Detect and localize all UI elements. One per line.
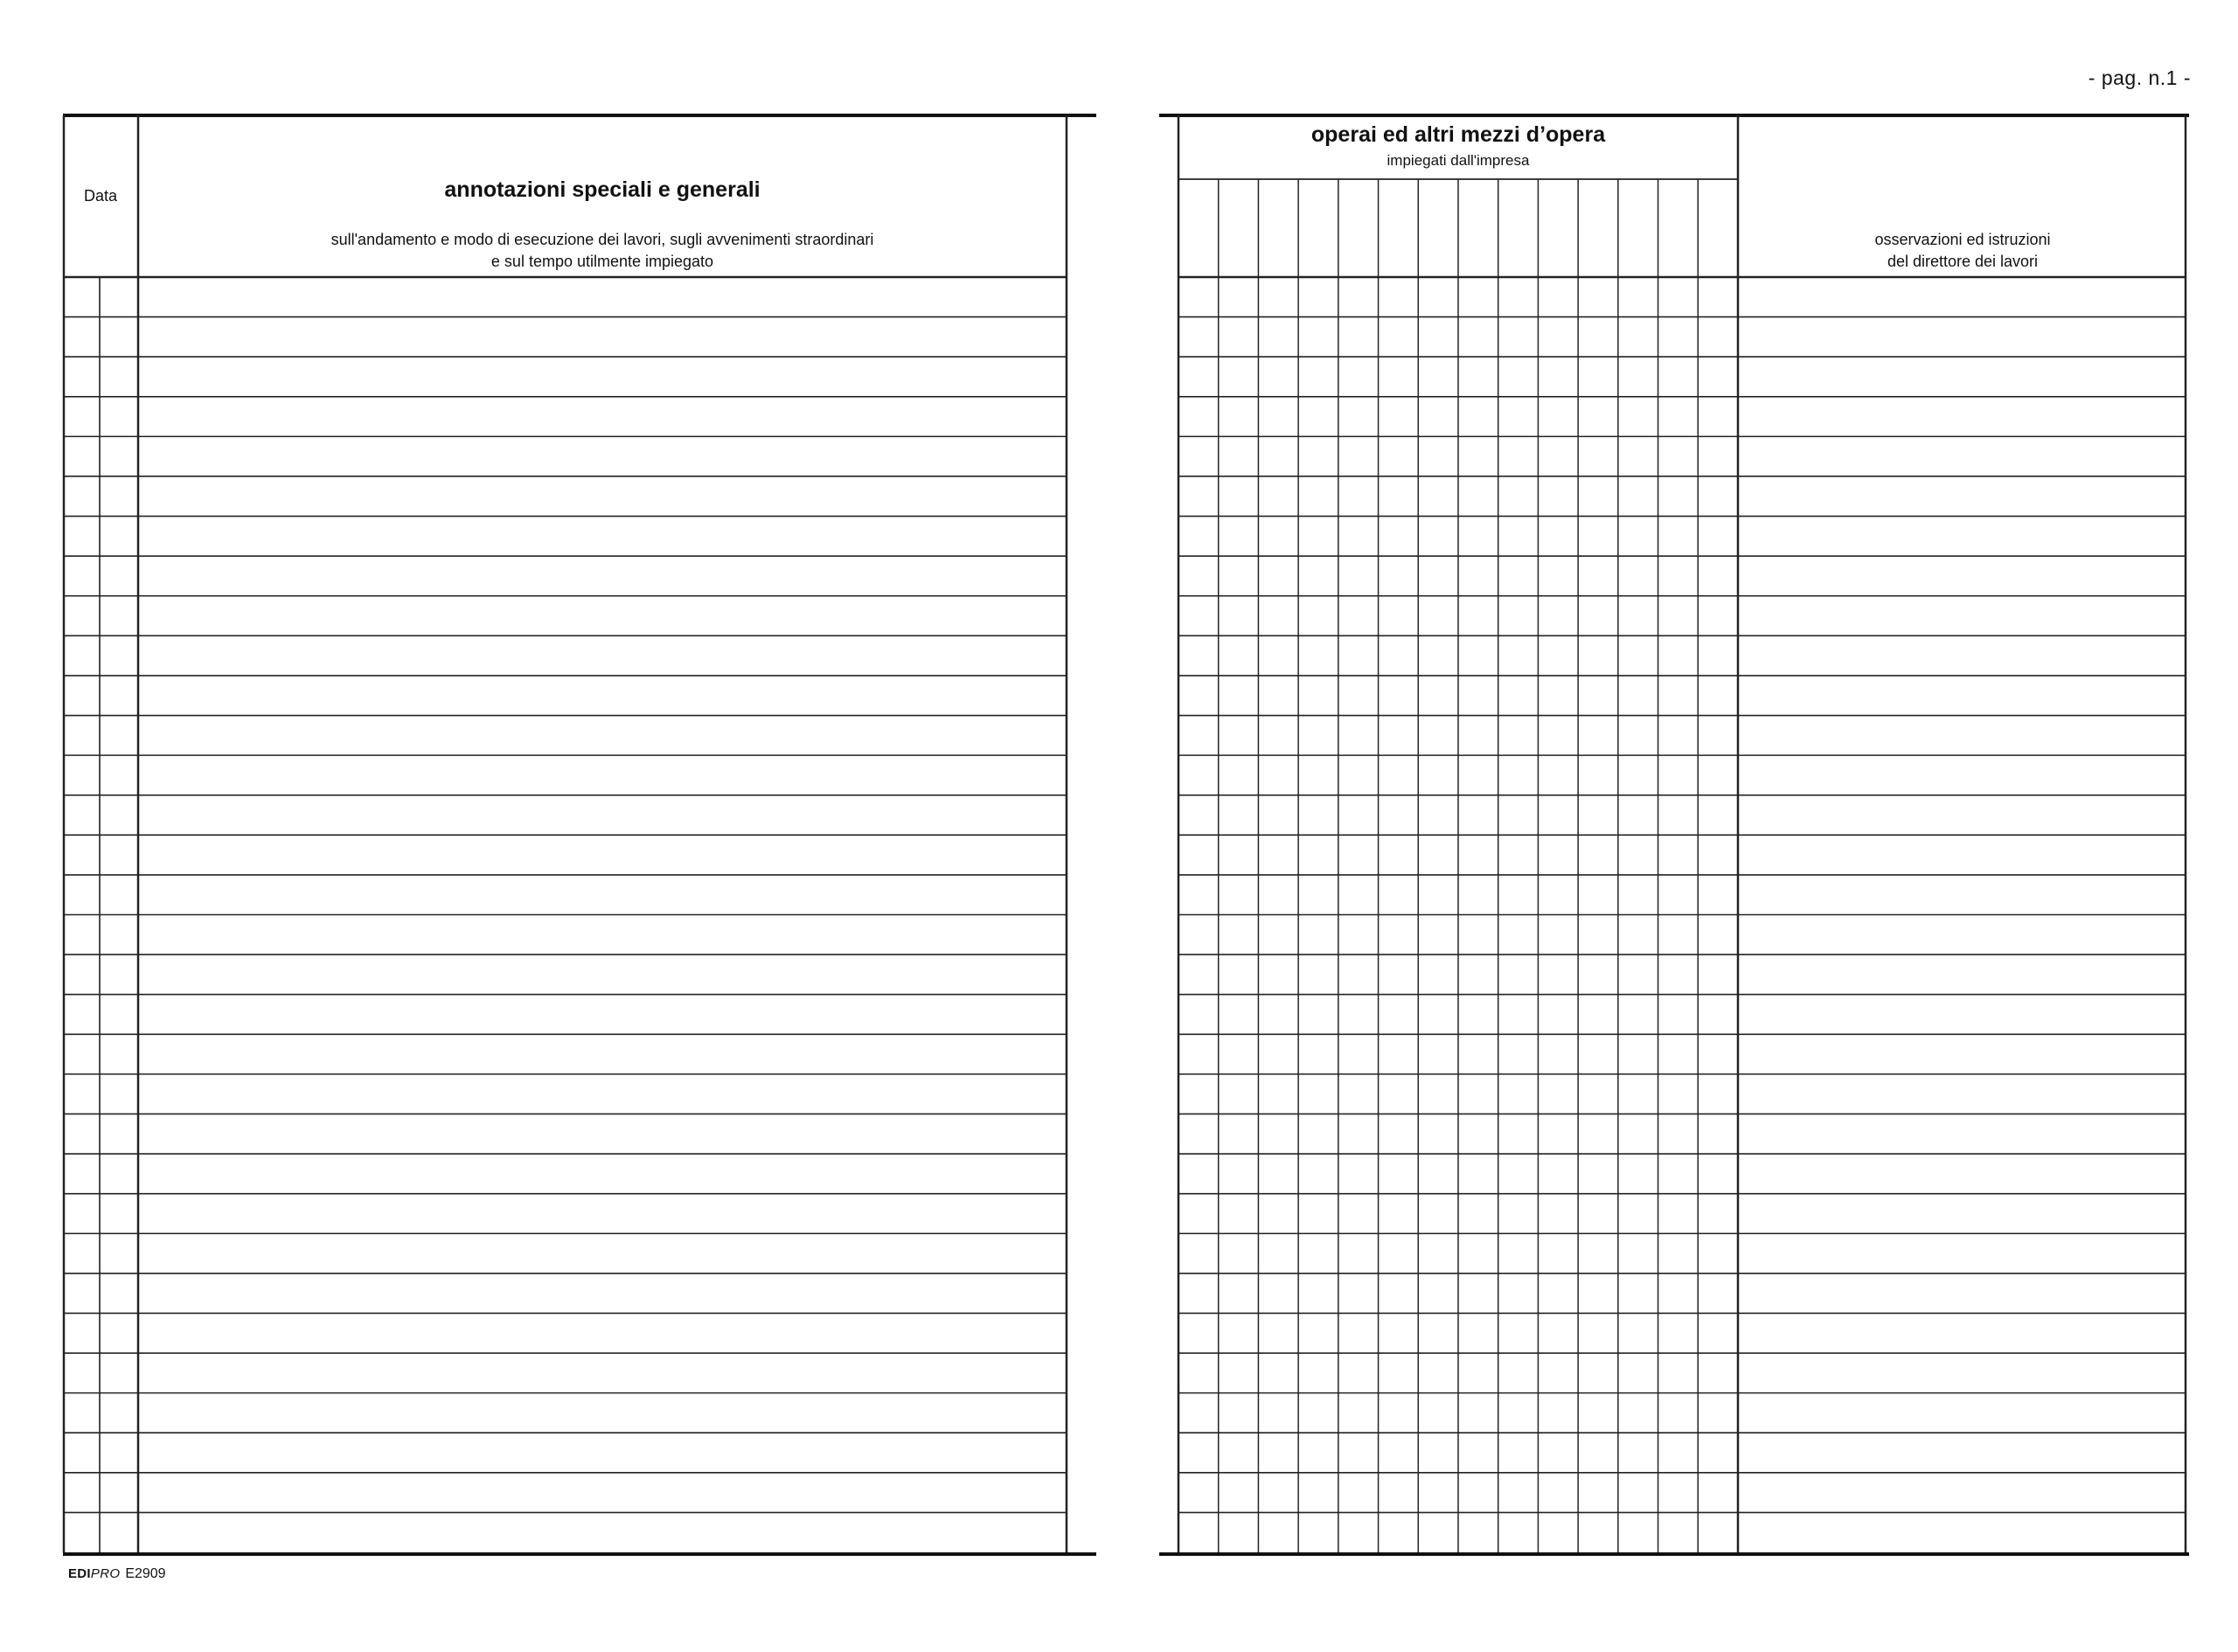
workers-subtitle: impiegati dall'impresa [1387, 152, 1530, 169]
director-notes-line2: del direttore dei lavori [1887, 253, 2039, 270]
annotations-subtitle-line1: sull'andamento e modo di esecuzione dei lavori, sugli avvenimenti straordinari [330, 231, 874, 248]
publisher-logo-italic: PRO [90, 1566, 121, 1581]
form-code: E2909 [125, 1566, 166, 1581]
page-number: - pag. n.1 - [2088, 66, 2191, 89]
annotations-subtitle [138, 229, 1067, 273]
annotations-title: annotazioni speciali e generali [444, 177, 761, 202]
workers-title: operai ed altri mezzi d’opera [1310, 122, 1606, 147]
publisher-footer [68, 1566, 166, 1582]
director-notes-line1: osservazioni ed istruzioni [1874, 231, 2051, 248]
annotations-subtitle-line2: e sul tempo utilmente impiegato [490, 253, 714, 270]
director-notes-header [1740, 229, 2186, 273]
publisher-logo-bold: EDI [68, 1566, 91, 1581]
date-column-header: Data [83, 187, 118, 205]
